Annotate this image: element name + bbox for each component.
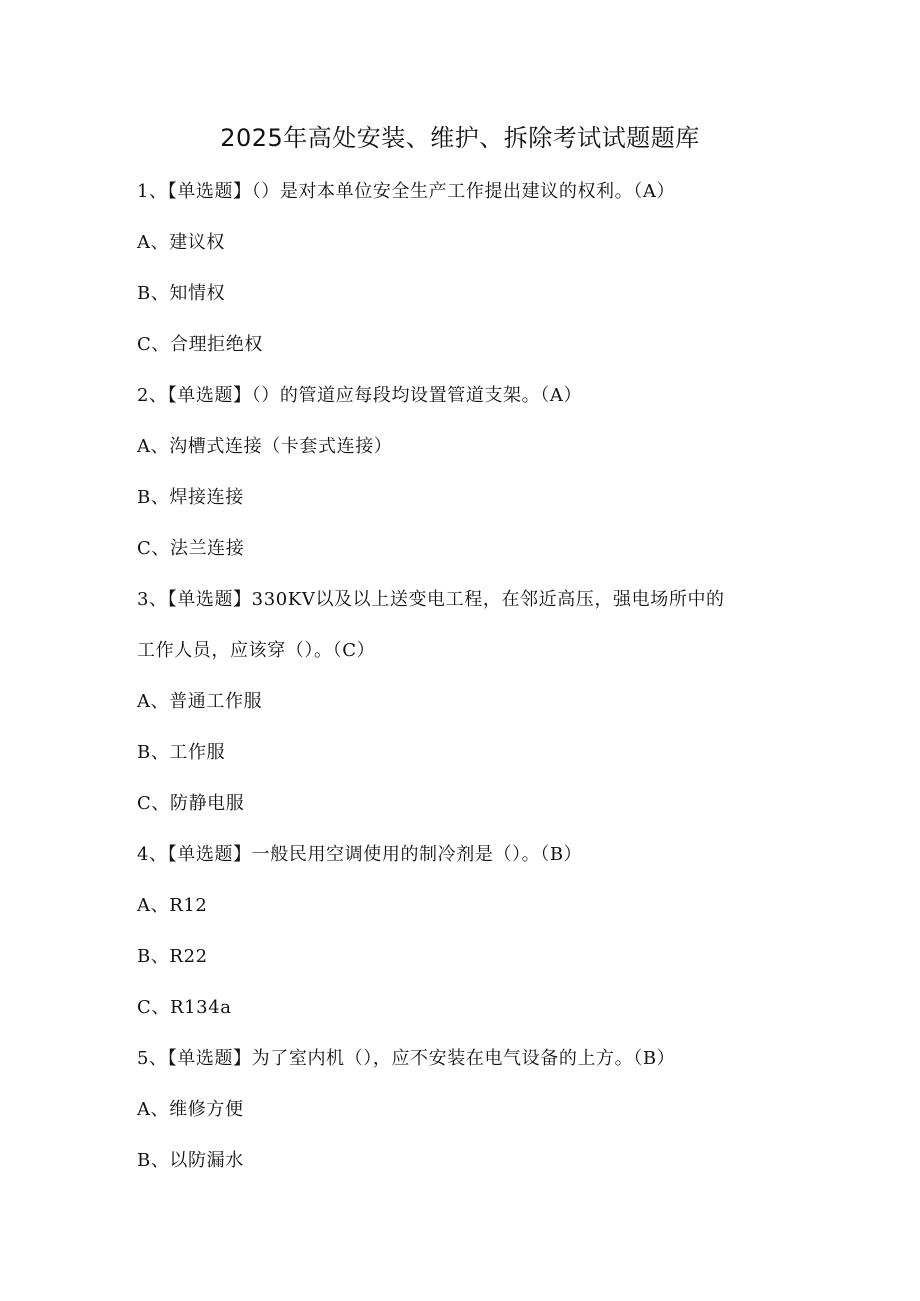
question-3-stem: 3、【单选题】330KV以及以上送变电工程，在邻近高压，强电场所中的 xyxy=(137,589,725,610)
question-1-stem: 1、【单选题】（）是对本单位安全生产工作提出建议的权利。（A） xyxy=(137,181,676,202)
question-4-option-b: B、R22 xyxy=(137,946,208,967)
question-2-option-b: B、焊接连接 xyxy=(137,487,244,508)
question-3-option-a: A、普通工作服 xyxy=(137,691,263,712)
question-1-option-c: C、合理拒绝权 xyxy=(137,334,263,355)
question-4-option-a: A、R12 xyxy=(137,895,208,916)
question-1-option-a: A、建议权 xyxy=(137,232,225,253)
question-3-option-c: C、防静电服 xyxy=(137,793,245,814)
question-5-stem: 5、【单选题】为了室内机（），应不安装在电气设备的上方。（B） xyxy=(137,1048,676,1069)
question-4-stem: 4、【单选题】一般民用空调使用的制冷剂是（）。（B） xyxy=(137,844,583,865)
question-list xyxy=(137,173,837,1193)
question-3-stem-continued: 工作人员，应该穿（）。（C） xyxy=(137,640,376,661)
question-5-option-b: B、以防漏水 xyxy=(137,1150,244,1171)
question-2-option-c: C、法兰连接 xyxy=(137,538,245,559)
question-2-stem: 2、【单选题】（）的管道应每段均设置管道支架。（A） xyxy=(137,385,583,406)
question-3-option-b: B、工作服 xyxy=(137,742,226,763)
question-1-option-b: B、知情权 xyxy=(137,283,226,304)
question-4-option-c: C、R134a xyxy=(137,997,232,1018)
question-5-option-a: A、维修方便 xyxy=(137,1099,244,1120)
question-2-option-a: A、沟槽式连接（卡套式连接） xyxy=(137,436,393,457)
document-title: 2025年高处安装、维护、拆除考试试题题库 xyxy=(220,124,700,152)
